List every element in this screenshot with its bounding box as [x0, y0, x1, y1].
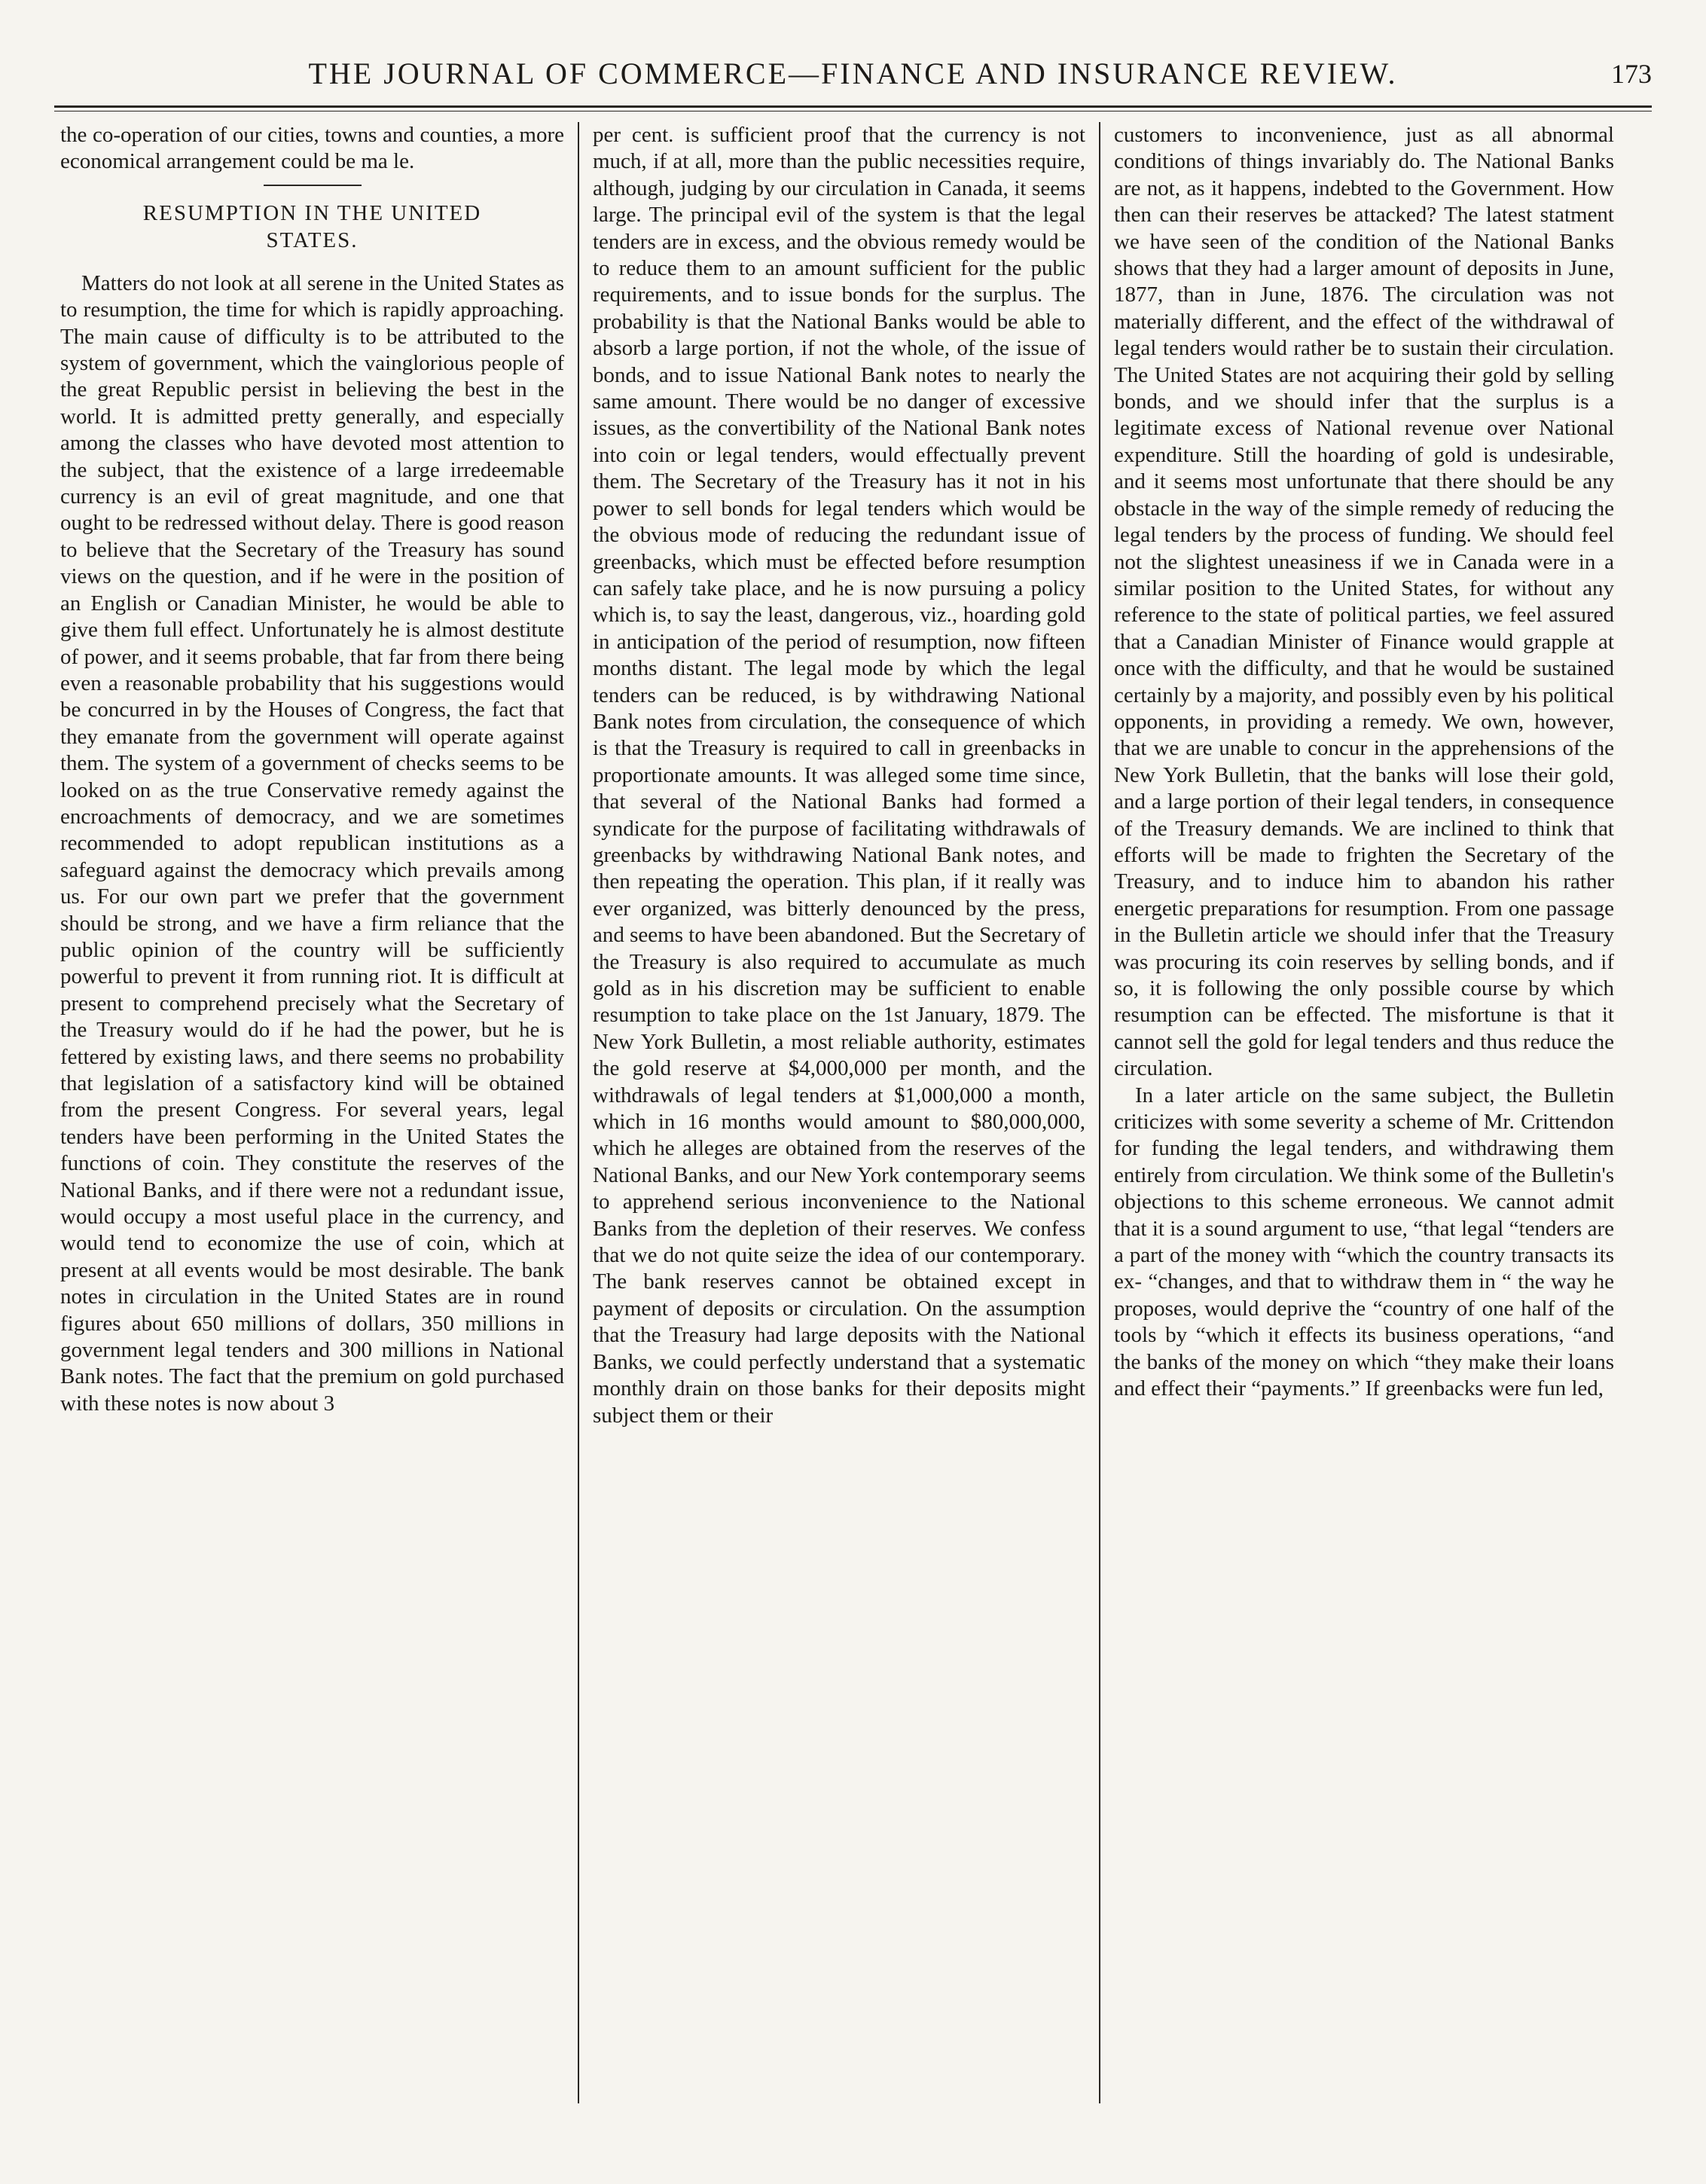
masthead [54, 53, 1652, 95]
journal-title: THE JOURNAL OF COMMERCE—FINANCE AND INSURANCE REVIEW. [308, 57, 1398, 90]
continuation-text: the co-operation of our cities, towns and counties, a more economical arrangement could be ma le. [60, 123, 564, 174]
column-3 [1100, 122, 1620, 2111]
article-heading-line-2: STATES. [266, 228, 359, 252]
article-heading-line-1: RESUMPTION IN THE UNITED [142, 200, 482, 225]
section-divider [264, 185, 362, 186]
article-body-col-3-para-2: In a later article on the same subject, the Bulletin criticizes with some severity a scheme of Mr. Crittendon for funding the legal tenders, and withdrawing them entirely from circulation. We think some of the Bulletin's objections to this scheme erroneous. We cannot admit that it is a sound argument to use, “that legal “tenders are a part of the money with “which the country transacts its ex- “changes, and that to withdraw them in “ the way he proposes, would deprive the “country of one half of the tools by “which it effects its business operations, “and the banks of the money on which “they make their loans and effect their “payments.” If greenbacks were fun led, [1114, 1083, 1614, 1401]
article-body-col-1: Matters do not look at all serene in the United States as to resumption, the time for which is rapidly approaching. The main cause of difficulty is to be attributed to the system of government, which the vainglorious people of the great Republic persist in believing the best in the world. It is admitted pretty generally, and especially among the classes who have devoted most attention to the subject, that the existence of a large irredeemable currency is an evil of great magnitude, and one that ought to be redressed without delay. There is good reason to believe that the Secretary of the Treasury has sound views on the question, and if he were in the position of an English or Canadian Minister, he would be able to give them full effect. Unfortunately he is almost destitute of power, and it seems probable, that far from there being even a reasonable probability that his suggestions would be concurred in by the Houses of Congress, the fact that they emanate from the government will operate against them. The system of a government of checks seems to be looked on as the true Conservative remedy against the encroachments of democracy, and we are sometimes recommended to adopt republican institutions as a safeguard against the democracy which prevails among us. For our own part we prefer that the government should be strong, and we have a firm reliance that the public opinion of the country will be sufficiently powerful to prevent it from running riot. It is difficult at present to comprehend precisely what the Secretary of the Treasury would do if he had the power, but he is fettered by existing laws, and there seems no probability that legislation of a satisfactory kind will be obtained from the present Congress. For several years, legal tenders have been performing in the United States the functions of coin. They constitute the reserves of the National Banks, and if there were not a redundant issue, would occupy a most useful place in the currency, and would tend to economize the use of coin, which at present at all events would be most desirable. The bank notes in circulation in the United States are in round figures about 650 millions of dollars, 350 millions in government legal tenders and 300 millions in National Bank notes. The fact that the premium on gold purchased with these notes is now about 3 [60, 270, 564, 1416]
article-heading [60, 200, 564, 254]
column-2 [579, 122, 1099, 2111]
article-body-col-3: customers to inconvenience, just as all abnormal conditions of things invariably do. The National Banks are not, as it happens, indebted to the Government. How then can their reserves be attacked? The latest statment we have seen of the condition of the National Banks shows that they had a larger amount of deposits in June, 1877, than in June, 1876. The circulation was not materially different, and the effect of the withdrawal of legal tenders would rather be to sustain their circulation. The United States are not acquiring their gold by selling bonds, and we should infer that the surplus is a legitimate excess of National revenue over National expenditure. Still the hoarding of gold is undesirable, and it seems most unfortunate that there should be any obstacle in the way of the simple remedy of reducing the legal tenders by the process of funding. We should feel not the slightest uneasiness if we in Canada were in a similar position to the United States, for without any reference to the state of political parties, we feel assured that a Canadian Minister of Finance would grapple at once with the difficulty, and that he would be sustained certainly by a majority, and possibly even by his political opponents, in providing a remedy. We own, however, that we are unable to concur in the apprehensions of the New York Bulletin, that the banks will lose their gold, and a large portion of their legal tenders, in consequence of the Treasury demands. We are inclined to think that efforts will be made to frighten the Secretary of the Treasury, and to induce him to abandon his rather energetic preparations for resumption. From one passage in the Bulletin article we should infer that the Treasury was procuring its coin reserves by selling bonds, and if so, it is following the only possible course by which resumption can be effected. The misfortune is that it cannot sell the gold for legal tenders and thus reduce the circulation. [1114, 123, 1614, 1081]
page-number: 173 [1611, 59, 1652, 89]
header-rule [54, 105, 1652, 111]
article-body-col-2: per cent. is sufficient proof that the currency is not much, if at all, more than the public necessities require, although, judging by our circulation in Canada, it seems large. The principal evil of the system is that the legal tenders are in excess, and the obvious remedy would be to reduce them to an amount sufficient for the public requirements, and to issue bonds for the surplus. The probability is that the National Banks would be able to absorb a large portion, if not the whole, of the issue of bonds, and to issue National Bank notes to nearly the same amount. There would be no danger of excessive issues, as the convertibility of the National Bank notes into coin or legal tenders, would effectually prevent them. The Secretary of the Treasury has it not in his power to sell bonds for legal tenders which would be the obvious mode of reducing the redundant issue of greenbacks, which must be effected before resumption can safely take place, and he is now pursuing a policy which is, to say the least, dangerous, viz., hoarding gold in anticipation of the period of resumption, now fifteen months distant. The legal mode by which the legal tenders can be reduced, is by withdrawing National Bank notes from circulation, the consequence of which is that the Treasury is required to call in greenbacks in proportionate amounts. It was alleged some time since, that several of the National Banks had formed a syndicate for the purpose of facilitating withdrawals of greenbacks by withdrawing National Bank notes, and then repeating the operation. This plan, if it really was ever organized, was bitterly denounced by the press, and seems to have been abandoned. But the Secretary of the Treasury is also required to accumulate as much gold as in his discretion may be sufficient to enable resumption to take place on the 1st January, 1879. The New York Bulletin, a most reliable authority, estimates the gold reserve at $4,000,000 per month, and the withdrawals of legal tenders at $1,000,000 a month, which in 16 months would amount to $80,000,000, which he alleges are obtained from the reserves of the National Banks, and our New York contemporary seems to apprehend serious inconvenience to the National Banks from the depletion of their reserves. We confess that we do not quite seize the idea of our contemporary. The bank reserves cannot be obtained except in payment of deposits or circulation. On the assumption that the Treasury had large deposits with the National Banks, we could perfectly understand that a systematic monthly drain on those banks for their deposits might subject them or their [593, 123, 1085, 1428]
column-1 [54, 122, 578, 2111]
article-columns [54, 122, 1652, 2111]
